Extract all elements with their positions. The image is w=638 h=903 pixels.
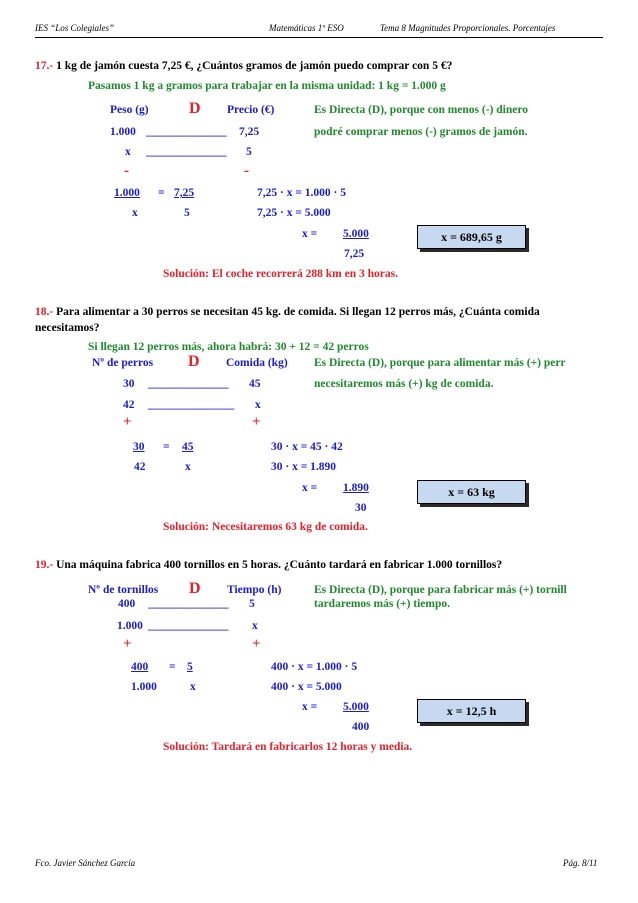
equation-2: 30 · x = 1.890	[271, 461, 337, 473]
row-2-b: 5	[246, 146, 252, 158]
footer-author: Fco. Javier Sánchez García	[35, 858, 136, 868]
proportion-equals: =	[169, 661, 176, 673]
row-2-line: _______________	[148, 399, 235, 411]
header-subject: Matemáticas 1º ESO	[269, 23, 344, 33]
row-2-a: 1.000	[117, 620, 143, 632]
row-1-a: 400	[118, 598, 136, 610]
problem-text: 1 kg de jamón cuesta 7,25 €, ¿Cuántos gramos de jamón puedo comprar con 5 €?	[53, 60, 453, 72]
explanation-line-2: tardaremos más (+) tiempo.	[314, 598, 451, 610]
proportion-num-1: 30	[133, 441, 145, 453]
proportion-equals: =	[158, 187, 165, 199]
explanation-line-2: podré comprar menos (-) gramos de jamón.	[314, 126, 528, 138]
row-2-line: ______________	[148, 620, 229, 632]
fraction-numerator: 1.890	[343, 482, 369, 494]
result-box: x = 12,5 h	[417, 699, 526, 723]
equation-2: 7,25 · x = 5.000	[257, 207, 331, 219]
fraction-denominator: 400	[352, 721, 370, 733]
row-2-b: x	[255, 399, 261, 411]
explanation-line-1: Es Directa (D), porque para alimentar más (+) perr	[314, 357, 566, 369]
column-header-2: Precio (€)	[227, 104, 275, 116]
problem-number: 19.-	[35, 559, 54, 571]
proportion-num-2: 45	[182, 441, 194, 453]
fraction-denominator: 30	[355, 502, 367, 514]
proportion-num-1: 1.000	[114, 187, 140, 199]
result-box: x = 689,65 g	[417, 225, 526, 249]
problem-18-statement	[35, 306, 540, 318]
row-1-b: 5	[249, 598, 255, 610]
x-equals: x =	[302, 228, 318, 240]
proportion-den-2: x	[190, 681, 196, 693]
row-1-b: 45	[249, 378, 261, 390]
proportion-num-1: 400	[131, 661, 149, 673]
equation-2: 400 · x = 5.000	[271, 681, 342, 693]
problem-17-statement	[35, 60, 452, 72]
direct-marker: D	[189, 100, 201, 117]
problem-17-note: Pasamos 1 kg a gramos para trabajar en la misma unidad: 1 kg = 1.000 g	[88, 80, 446, 92]
row-1-a: 1.000	[110, 126, 136, 138]
sign-left: +	[123, 636, 132, 652]
equation-1: 30 · x = 45 · 42	[271, 441, 343, 453]
fraction-numerator: 5.000	[343, 228, 369, 240]
header-rule	[35, 37, 603, 38]
equation-1: 400 · x = 1.000 · 5	[271, 661, 358, 673]
problem-18-note: Si llegan 12 perros más, ahora habrá: 30 + 12 = 42 perros	[88, 341, 369, 353]
proportion-den-1: 1.000	[131, 681, 157, 693]
problem-number: 17.-	[35, 60, 54, 72]
equation-1: 7,25 · x = 1.000 · 5	[257, 187, 346, 199]
solution-text: Solución: Necesitaremos 63 kg de comida.	[163, 521, 368, 533]
fraction-denominator: 7,25	[344, 248, 365, 260]
proportion-equals: =	[163, 441, 170, 453]
column-header-1: Peso (g)	[110, 104, 149, 116]
row-2-line: ______________	[146, 146, 227, 158]
column-header-2: Comida (kg)	[226, 357, 288, 369]
solution-text: Solución: Tardará en fabricarlos 12 horas y media.	[163, 741, 413, 753]
column-header-1: Nº de perros	[92, 357, 154, 369]
row-2-a: 42	[123, 399, 135, 411]
proportion-num-2: 5	[187, 661, 193, 673]
row-1-line: ______________	[146, 126, 227, 138]
result-box: x = 63 kg	[417, 480, 526, 504]
sign-right: +	[252, 414, 261, 430]
explanation-line-2: necesitaremos más (+) kg de comida.	[314, 378, 494, 390]
proportion-den-2: 5	[184, 207, 190, 219]
proportion-den-1: 42	[134, 461, 146, 473]
solution-text: Solución: El coche recorrerá 288 km en 3 horas.	[163, 268, 398, 280]
row-2-a: x	[125, 146, 131, 158]
sign-left: -	[124, 163, 129, 179]
x-equals: x =	[302, 701, 318, 713]
explanation-line-1: Es Directa (D), porque con menos (-) dinero	[314, 104, 529, 116]
column-header-1: Nº de tornillos	[88, 584, 159, 596]
fraction-numerator: 5.000	[343, 701, 369, 713]
x-equals: x =	[302, 482, 318, 494]
column-header-2: Tiempo (h)	[227, 584, 282, 596]
proportion-num-2: 7,25	[174, 187, 195, 199]
row-1-b: 7,25	[239, 126, 260, 138]
direct-marker: D	[188, 353, 200, 370]
sign-right: +	[252, 636, 261, 652]
problem-number: 18.-	[35, 306, 54, 318]
row-2-b: x	[252, 620, 258, 632]
row-1-line: ______________	[148, 598, 229, 610]
row-1-a: 30	[123, 378, 135, 390]
problem-text: Una máquina fabrica 400 tornillos en 5 horas. ¿Cuánto tardará en fabricar 1.000 tornillos?	[53, 559, 503, 571]
proportion-den-2: x	[185, 461, 191, 473]
header-school: IES “Los Colegiales”	[35, 23, 115, 33]
problem-text: Para alimentar a 30 perros se necesitan 45 kg. de comida. Si llegan 12 perros más, ¿Cuánta comida	[53, 306, 540, 318]
sign-left: +	[123, 414, 132, 430]
row-1-line: ______________	[148, 378, 229, 390]
problem-18-statement-cont: necesitamos?	[35, 322, 100, 334]
sign-right: -	[244, 163, 249, 179]
problem-19-statement	[35, 559, 502, 571]
explanation-line-1: Es Directa (D), porque para fabricar más (+) tornill	[314, 584, 567, 596]
direct-marker: D	[189, 580, 201, 597]
header-topic: Tema 8 Magnitudes Proporcionales. Porcentajes	[380, 23, 556, 33]
footer-page-number: Pág. 8/11	[563, 858, 598, 868]
proportion-den-1: x	[132, 207, 138, 219]
